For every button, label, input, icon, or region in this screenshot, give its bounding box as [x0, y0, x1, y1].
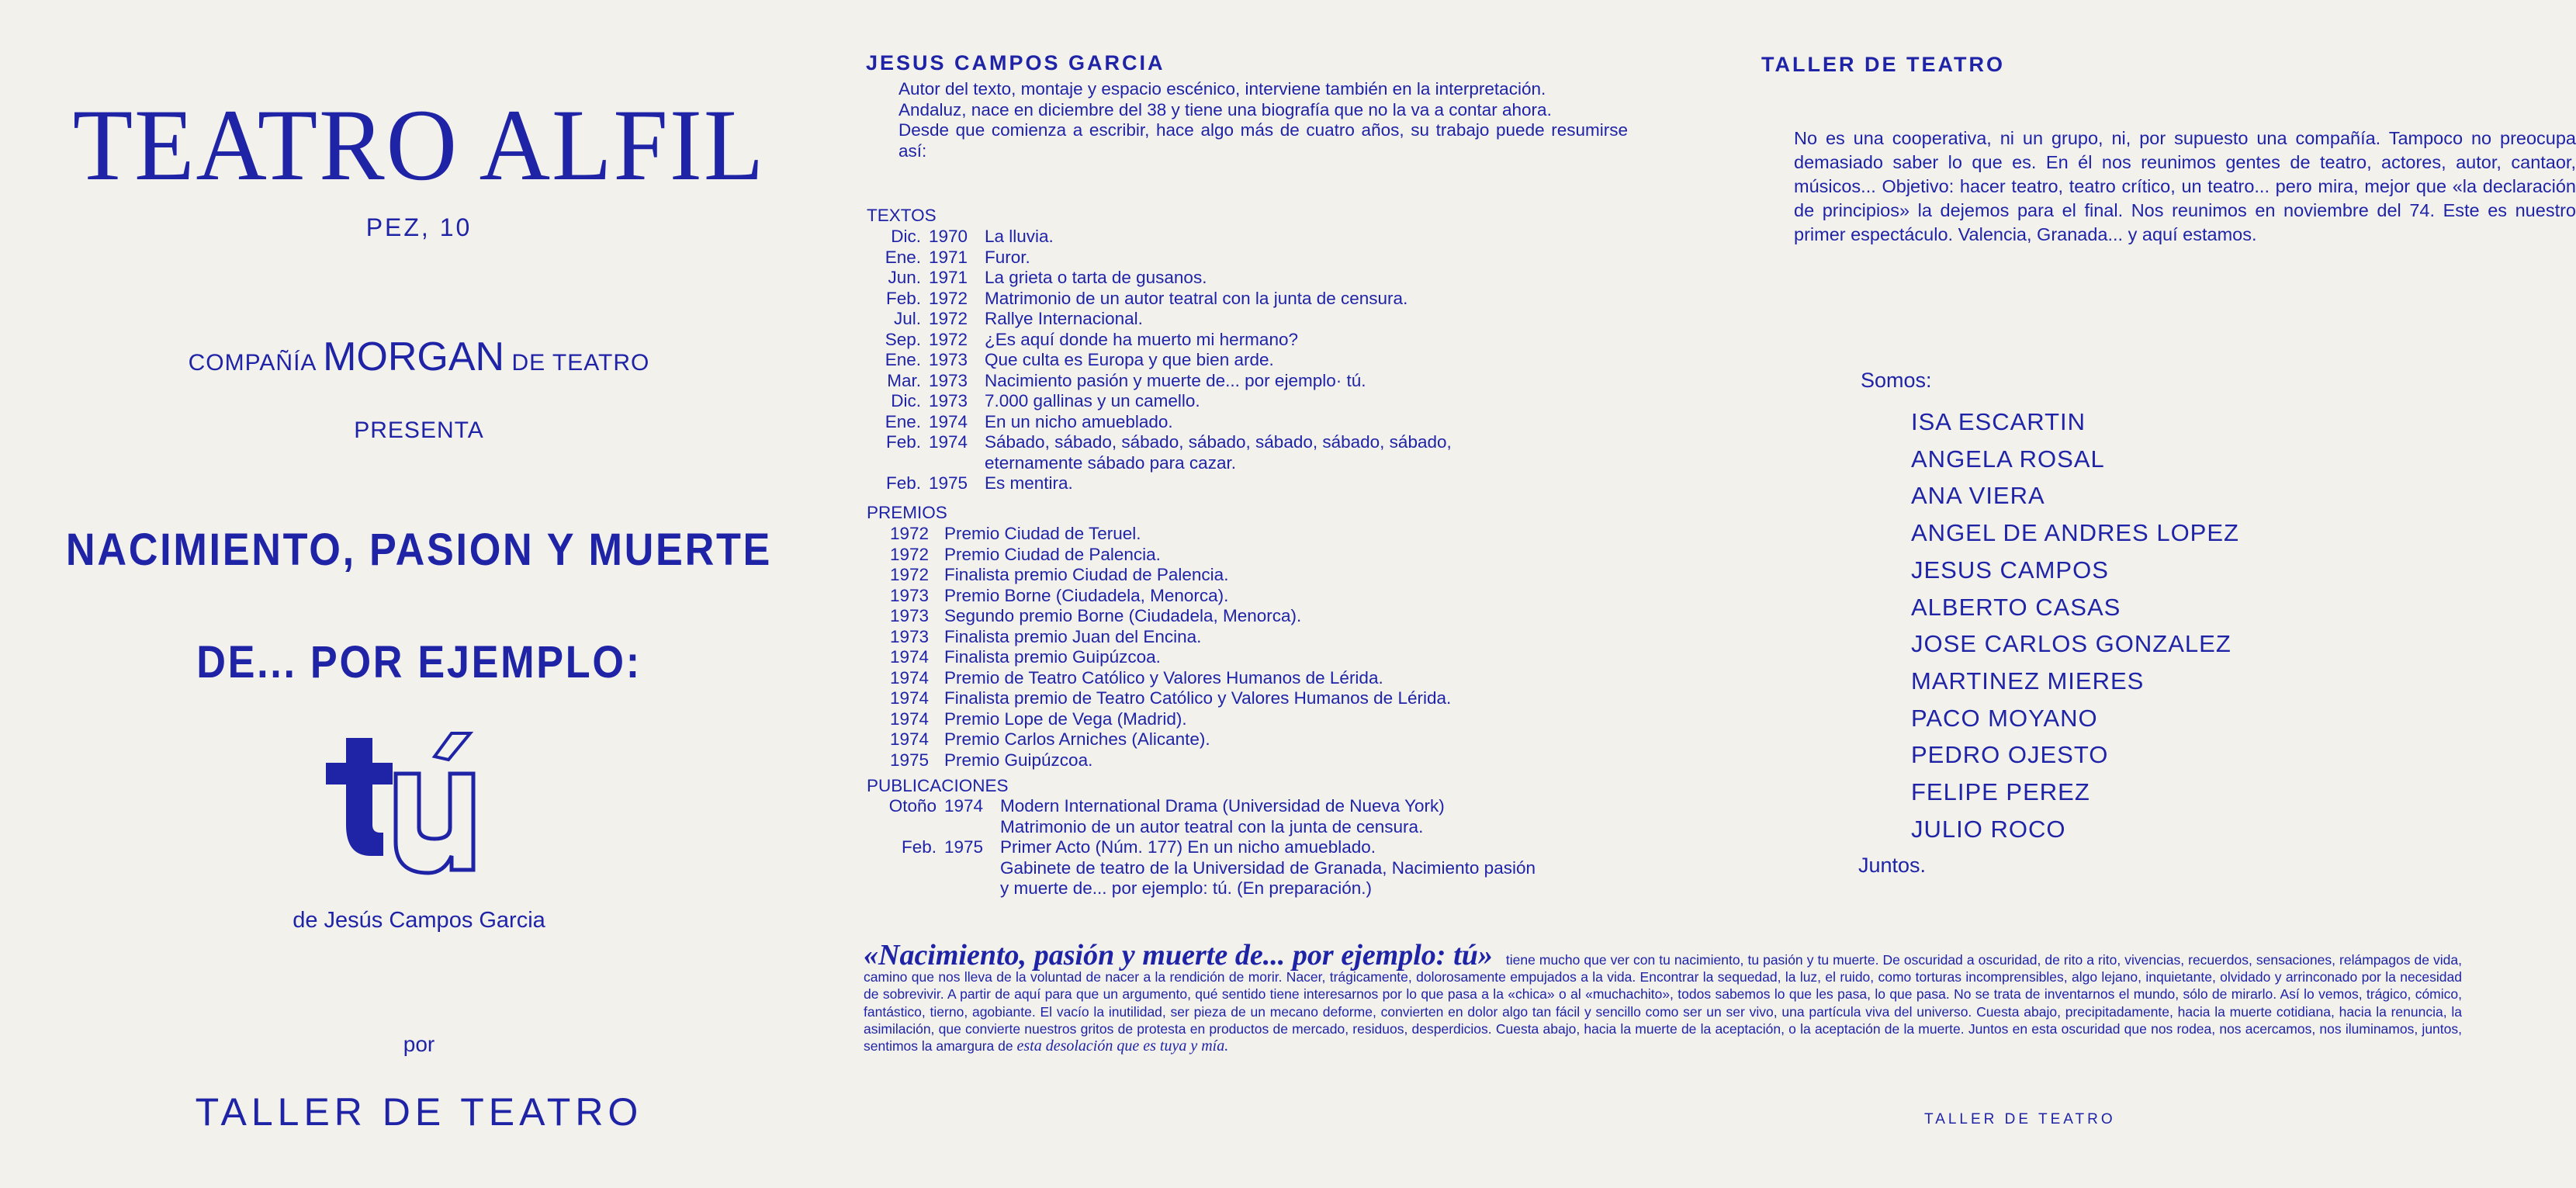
- list-item: 1973 Premio Borne (Ciudadela, Menorca).: [889, 585, 1229, 605]
- group-description: No es una cooperativa, ni un grupo, ni, por supuesto una compañía. Tampoco no preocupa demasiado saber lo que es. En él nos reunimos gentes de teatro, actores, autor, cantaor, músicos... Objetivo: hacer teatro, teatro crítico, un teatro... pero mira, mejor que «la declaración de principios» la dejemos para el final. Nos reunimos en noviembre del 74. Este es nuestro primer espectáculo. Valencia, Granada... y aquí estamos.: [1794, 128, 2576, 244]
- list-item: Feb. 1975 Primer Acto (Núm. 177) En un nicho amueblado.: [901, 837, 1376, 857]
- member-name: ANGELA ROSAL: [1911, 445, 2105, 473]
- cover-panel: [0, 0, 838, 1188]
- statement-body: tiene mucho que ver con tu nacimiento, tu pasión y tu muerte. De oscuridad a oscuridad, de rito a rito, vivencias, recuerdos, sensaciones, relámpagos de vida, camino que nos lleva de la voluntad de nacer a la rendición de morir. Nacer, trágicamente, dolorosamente empujados a la vida. Encontrar la sequedad, la luz, el ruido, como torturas incomprensibles, algo lejano, inquietante, olvidado y arrinconado por la necesidad de sobrevivir. A partir de aquí para que un argumento, qué sentido tiene interesarnos por lo que pasa a la «chica» o al «muchachito», todos sabemos lo que les pasa, lo que pasa. No se trata de inventarnos el mundo, sólo de mirarlo. Así lo vemos, trágico, cómico, fantástico, tierno, agobiante. El vacío la inutilidad, ser pieza de un mecano deforme, convierten en dolor algo tan fácil y sencillo como ser un ser vivo, una partícula viva del universo. Cuesta abajo, precipitadamente, hacia la muerte cotidiana, hacia la renuncia, la asimilación, que convierte nuestros gritos de protesta en productos de mercado, residuos, desperdicios. Cuesta abajo, hacia la muerte de la aceptación, o la aceptación de la muerte. Juntos en esta oscuridad que nos rodea, nos acercamos, nos iluminamos, juntos, sentimos la amargura de: [864, 952, 2462, 1055]
- statement-block: [864, 939, 2462, 1055]
- list-item: 1975 Premio Guipúzcoa.: [889, 750, 1093, 770]
- theatre-name: TEATRO ALFIL: [72, 88, 766, 202]
- members-intro: Somos:: [1861, 369, 1932, 392]
- list-item: Mar. 1973 Nacimiento pasión y muerte de... por ejemplo· tú.: [887, 370, 1366, 390]
- member-name: JOSE CARLOS GONZALEZ: [1911, 630, 2231, 658]
- list-item: Sep. 1972 ¿Es aquí donde ha muerto mi hermano?: [885, 329, 1298, 349]
- premios-label: PREMIOS: [867, 503, 947, 522]
- list-item: 1974 Finalista premio Guipúzcoa.: [889, 647, 1161, 667]
- company-line: [0, 334, 838, 380]
- list-item: Ene. 1973 Que culta es Europa y que bien arde.: [885, 350, 1274, 369]
- intro-line: Desde que comienza a escribir, hace algo más de cuatro años, su trabajo puede resumirse así:: [898, 120, 1628, 161]
- members-list: [1911, 404, 2239, 847]
- member-name: ISA ESCARTIN: [1911, 408, 2086, 435]
- list-item: Feb. 1975 Es mentira.: [885, 473, 1073, 493]
- members-closing: Juntos.: [1858, 854, 1927, 877]
- intro-line: Autor del texto, montaje y espacio escénico, interviene también en la interpretación.: [898, 79, 1546, 99]
- member-name: PACO MOYANO: [1911, 704, 2098, 732]
- author-byline: de Jesús Campos Garcia: [293, 908, 545, 933]
- intro-line: Andaluz, nace en diciembre del 38 y tiene una biografía que no la va a contar ahora.: [898, 99, 1552, 119]
- play-title-line2: DE... POR EJEMPLO:: [196, 637, 642, 688]
- list-item: 1972 Finalista premio Ciudad de Palencia.: [889, 565, 1229, 584]
- member-name: PEDRO OJESTO: [1911, 741, 2109, 769]
- list-item: 1974 Finalista premio de Teatro Católico y Valores Humanos de Lérida.: [889, 688, 1452, 708]
- textos-label: TEXTOS: [867, 206, 937, 225]
- list-item: Ene. 1974 En un nicho amueblado.: [885, 411, 1173, 431]
- member-name: ALBERTO CASAS: [1911, 593, 2121, 621]
- statement-quote: «Nacimiento, pasión y muerte de... por ejemplo: tú»: [864, 939, 1493, 972]
- publicaciones-label: PUBLICACIONES: [867, 776, 1009, 795]
- list-item: 1973 Segundo premio Borne (Ciudadela, Menorca).: [889, 606, 1302, 625]
- list-item: Ene. 1971 Furor.: [885, 247, 1030, 267]
- statement-signature: TALLER DE TEATRO: [1924, 1111, 2116, 1127]
- list-item: Matrimonio de un autor teatral con la junta de censura.: [1000, 816, 1424, 836]
- company-suffix: DE TEATRO: [511, 350, 650, 376]
- list-item: Dic. 1970 La lluvia.: [891, 227, 1054, 246]
- presents-label: PRESENTA: [354, 417, 484, 443]
- list-item: Feb. 1974 Sábado, sábado, sábado, sábado, sábado, sábado, sábado, eternamente sábado para cazar.: [885, 432, 1452, 473]
- list-item: 1974 Premio Lope de Vega (Madrid).: [889, 708, 1187, 729]
- group-heading: TALLER DE TEATRO: [1761, 53, 2005, 76]
- title-word-logo: [0, 733, 838, 888]
- author-intro: [898, 79, 1628, 161]
- play-title-line1: NACIMIENTO, PASION Y MUERTE: [65, 525, 773, 575]
- publicaciones-list: [867, 796, 1536, 899]
- company-name: MORGAN: [323, 334, 505, 379]
- member-name: MARTINEZ MIERES: [1911, 667, 2145, 694]
- by-label: por: [403, 1032, 435, 1056]
- list-item: Jun. 1971 La grieta o tarta de gusanos.: [888, 268, 1207, 287]
- list-item: 1972 Premio Ciudad de Teruel.: [889, 524, 1141, 543]
- premios-list: [867, 524, 1451, 771]
- member-name: JESUS CAMPOS: [1911, 556, 2109, 584]
- company-prefix: COMPAÑÍA: [188, 350, 316, 376]
- list-item: 1974 Premio de Teatro Católico y Valores Humanos de Lérida.: [889, 667, 1383, 688]
- list-item: Feb. 1972 Matrimonio de un autor teatral con la junta de censura.: [885, 288, 1408, 308]
- list-item: Otoño 1974 Modern International Drama (Universidad de Nueva York): [888, 796, 1445, 816]
- theatre-address: PEZ, 10: [365, 213, 473, 241]
- member-name: ANA VIERA: [1911, 482, 2045, 510]
- author-heading: JESUS CAMPOS GARCIA: [866, 51, 1165, 74]
- member-name: ANGEL DE ANDRES LOPEZ: [1911, 519, 2239, 547]
- member-name: JULIO ROCO: [1911, 815, 2066, 843]
- group-name: TALLER DE TEATRO: [195, 1090, 643, 1134]
- cross-tu-graphic: [318, 733, 520, 888]
- list-item: 1972 Premio Ciudad de Palencia.: [889, 544, 1161, 564]
- list-item: 1974 Premio Carlos Arniches (Alicante).: [889, 729, 1210, 749]
- list-item: Jul. 1972 Rallye Internacional.: [893, 309, 1143, 328]
- list-item: Dic. 1973 7.000 gallinas y un camello.: [891, 391, 1200, 410]
- member-name: FELIPE PEREZ: [1911, 778, 2090, 806]
- list-item: 1973 Finalista premio Juan del Encina.: [889, 626, 1202, 646]
- statement-closing: esta desolación que es tuya y mía.: [1016, 1037, 1229, 1055]
- list-item: Gabinete de teatro de la Universidad de Granada, Nacimiento pasión y muerte de... por ejemplo: tú. (En preparación.): [1000, 857, 1536, 898]
- textos-list: [867, 227, 1543, 494]
